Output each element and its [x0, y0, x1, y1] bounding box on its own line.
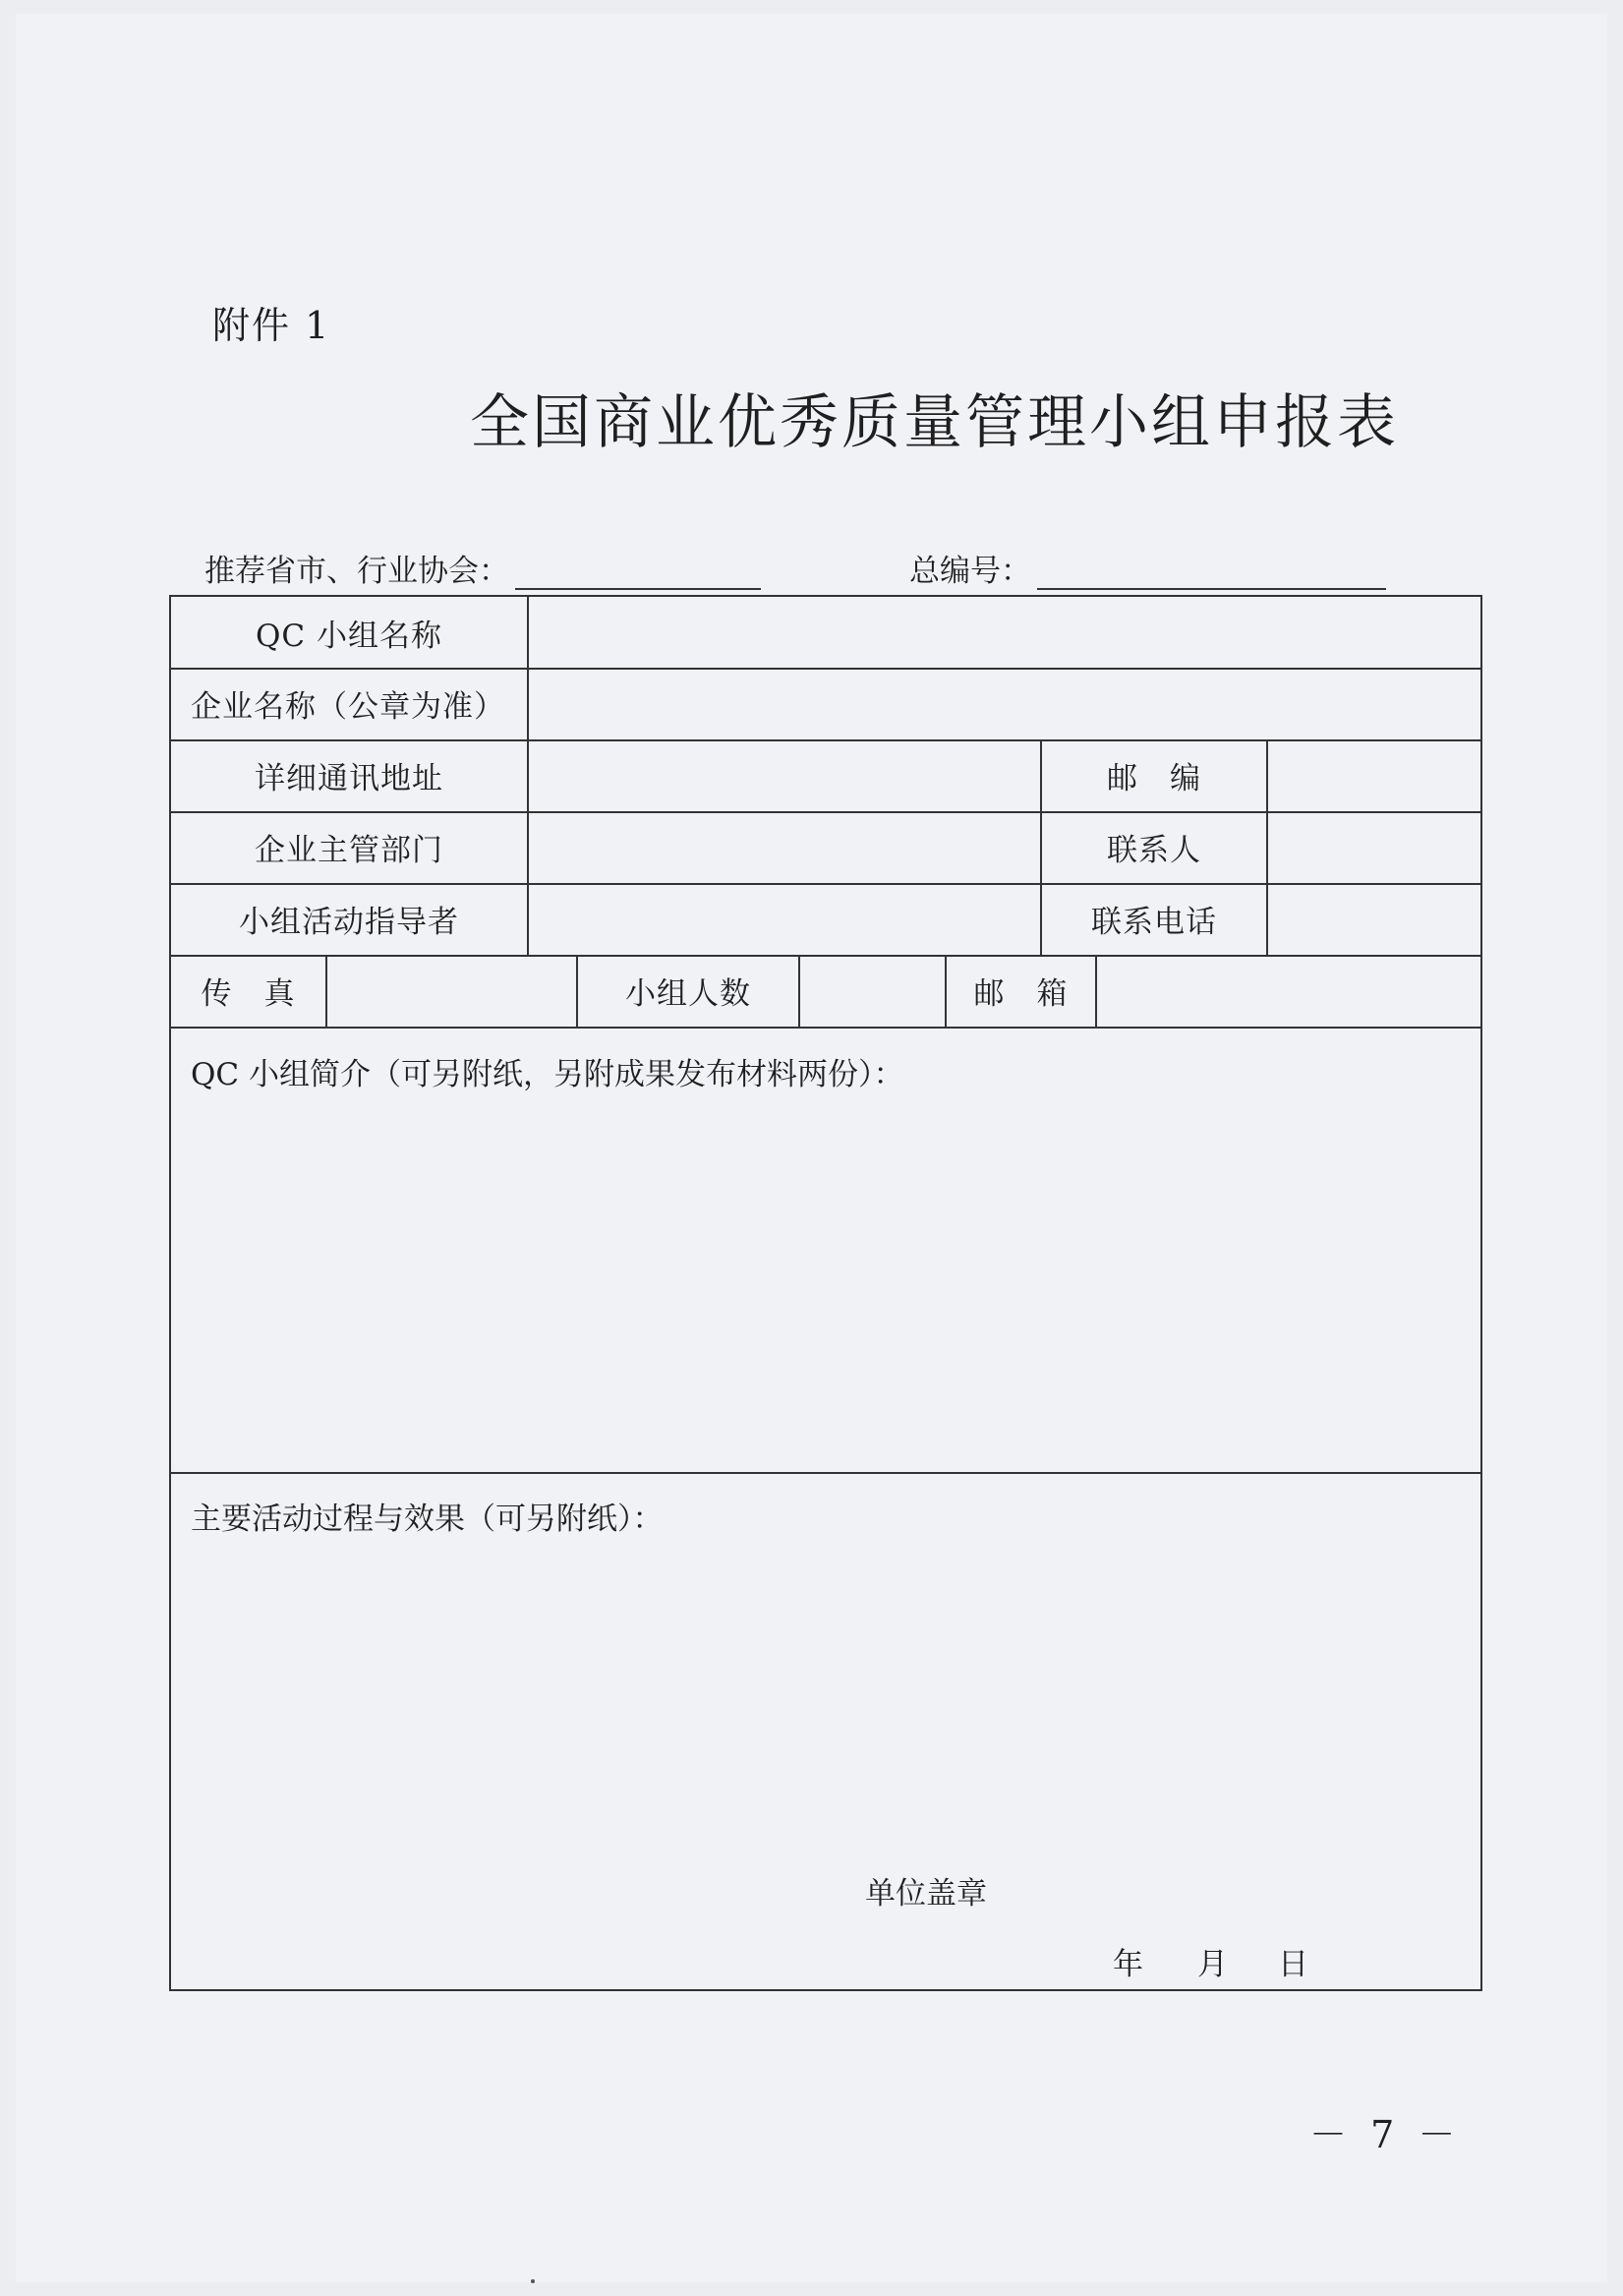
intro-textarea[interactable] [171, 1098, 1480, 1470]
recommender-field [204, 546, 761, 590]
date-year-label: 年 [1113, 1947, 1143, 1982]
qc-group-name-field[interactable] [529, 597, 1478, 668]
application-form-table [169, 595, 1482, 1991]
supervisor-dept-label: 企业主管部门 [255, 833, 443, 868]
contact-person-label: 联系人 [1107, 833, 1201, 868]
recommender-label: 推荐省市、行业协会： [204, 554, 509, 589]
postcode-label: 邮 编 [1107, 761, 1201, 796]
annex-label: 附件 1 [212, 304, 331, 347]
contact-person-field[interactable] [1268, 811, 1478, 883]
row-divider [171, 1027, 1480, 1029]
instructor-field[interactable] [529, 883, 1038, 955]
serial-label: 总编号： [909, 554, 1031, 589]
email-label: 邮 箱 [973, 976, 1069, 1012]
intro-label: QC 小组简介（可另附纸，另附成果发布材料两份）： [191, 1057, 904, 1092]
email-field[interactable] [1097, 955, 1478, 1027]
instructor-label: 小组活动指导者 [239, 905, 459, 940]
recommender-input-line[interactable] [515, 555, 761, 590]
serial-input-line[interactable] [1037, 555, 1386, 590]
page-number: － 7 － [1309, 2113, 1462, 2156]
date-day-label: 日 [1278, 1947, 1308, 1982]
company-name-field[interactable] [529, 668, 1478, 739]
address-label: 详细通讯地址 [255, 761, 443, 796]
supervisor-dept-field[interactable] [529, 811, 1038, 883]
date-month-label: 月 [1197, 1947, 1228, 1982]
postcode-field[interactable] [1268, 739, 1478, 811]
seal-label: 单位盖章 [865, 1876, 987, 1912]
contact-phone-label: 联系电话 [1091, 905, 1217, 940]
section-divider [171, 1472, 1480, 1474]
form-title-text: 全国商业优秀质量管理小组申报表 [470, 388, 1399, 457]
process-label: 主要活动过程与效果（可另附纸）： [191, 1501, 664, 1537]
member-count-field[interactable] [800, 955, 945, 1027]
address-field[interactable] [529, 739, 1038, 811]
fax-label: 传 真 [201, 976, 296, 1012]
member-count-label: 小组人数 [625, 976, 751, 1012]
serial-field [909, 546, 1386, 590]
fax-field[interactable] [327, 955, 576, 1027]
qc-group-name-label: QC 小组名称 [256, 618, 442, 654]
form-title [0, 376, 1623, 460]
company-name-label: 企业名称（公章为准） [191, 689, 505, 725]
scan-speck [531, 2279, 535, 2283]
process-textarea[interactable] [171, 1543, 1480, 1838]
contact-phone-field[interactable] [1268, 883, 1478, 955]
